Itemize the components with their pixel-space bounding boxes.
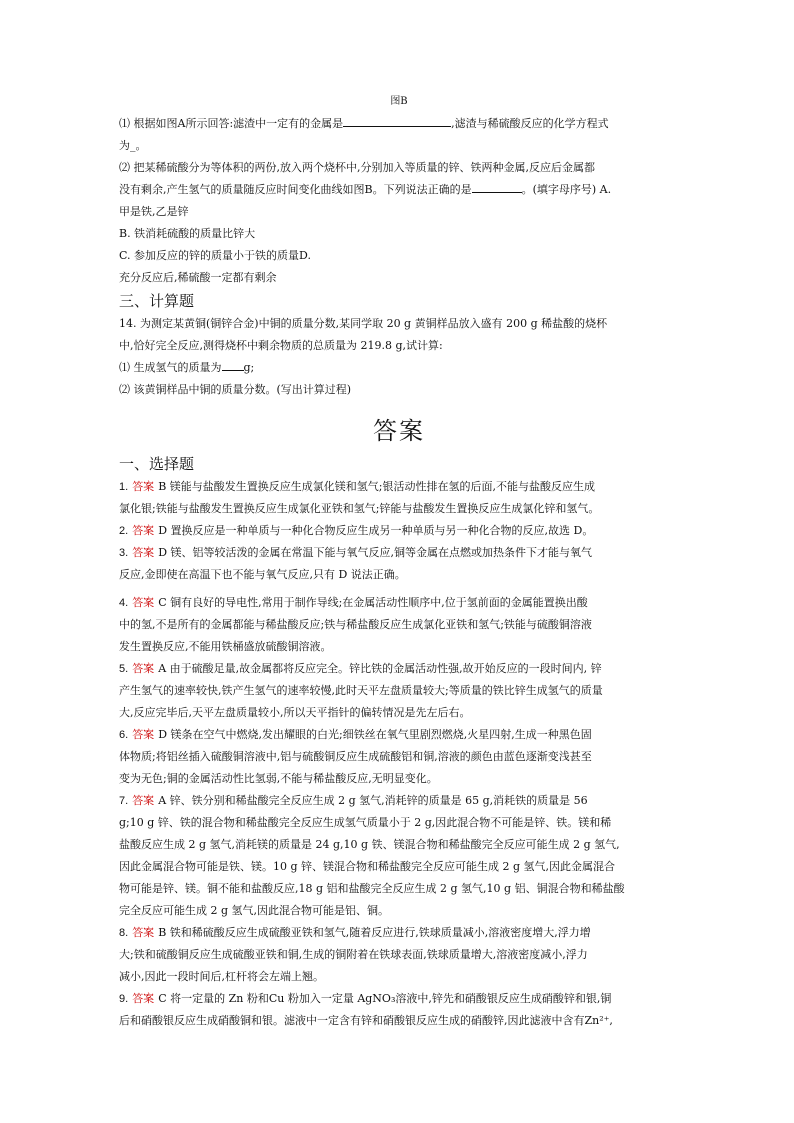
answer-text: C 将一定量的 Zn 粉和Cu 粉加入一定量 AgNO₃溶液中,锌先和硝酸银反应生成硝酸锌和银,铜 <box>158 992 612 1005</box>
answer-tag: 答案 <box>132 794 155 807</box>
answer-text: B 铁和稀硫酸反应生成硫酸亚铁和氢气,随着反应进行,铁球质量减小,溶液密度增大,浮力增 <box>158 926 591 939</box>
answer-line: 发生置换反应,不能用铁桶盛放硫酸铜溶液。 <box>119 640 332 653</box>
answer-line: 中的氢,不是所有的金属都能与稀盐酸反应;铁与稀盐酸反应生成氯化亚铁和氢气;铁能与硫酸铜溶液 <box>119 618 592 631</box>
answer-line <box>119 922 679 944</box>
answer-number: 7. <box>119 795 129 807</box>
answer-line: 物可能是锌、镁。铜不能和盐酸反应,18 g 铝和盐酸完全反应生成 2 g 氢气,10 g 铝、铜混合物和稀盐酸 <box>119 882 625 895</box>
answer-item <box>119 724 679 790</box>
answer-item <box>119 922 679 988</box>
q14-sub1-unit: g; <box>243 361 255 374</box>
answer-line: 产生氢气的速率较快,铁产生氢气的速率较慢,此时天平左盘质量较大;等质量的铁比锌生成氢气的质量 <box>119 684 603 697</box>
answer-line: 盐酸反应生成 2 g 氢气,消耗镁的质量是 24 g,10 g 铁、镁混合物和稀盐酸完全反应可能生成 2 g 氢气, <box>119 838 620 851</box>
q14-line1: 14. 为测定某黄铜(铜锌合金)中铜的质量分数,某同学取 20 g 黄铜样品放入盛有 200 g 稀盐酸的烧杯 <box>119 317 608 330</box>
answer-number: 1. <box>119 481 129 493</box>
answer-line <box>119 476 679 498</box>
section-title-calculation: 三、计算题 <box>119 292 195 310</box>
q13-option-c: C. 参加反应的锌的质量小于铁的质量D. <box>119 249 311 262</box>
answer-item <box>119 520 679 542</box>
q13-option-b: B. 铁消耗硫酸的质量比锌大 <box>119 227 256 240</box>
answer-line: g;10 g 锌、铁的混合物和稀盐酸完全反应生成氢气质量小于 2 g,因此混合物不可能是锌、铁。镁和稀 <box>119 816 612 829</box>
answer-tag: 答案 <box>132 728 155 741</box>
answer-number: 3. <box>119 547 129 559</box>
answer-heading: 答案 <box>373 417 425 445</box>
answer-text: D 置换反应是一种单质与一种化合物反应生成另一种单质与另一种化合物的反应,故选 D。 <box>158 524 594 537</box>
answer-blank[interactable] <box>472 180 522 193</box>
q13-part1-line2: 为_。 <box>119 139 147 152</box>
answer-line <box>119 988 679 1010</box>
answer-line <box>119 592 679 614</box>
answer-number: 4. <box>119 597 129 609</box>
answer-blank[interactable] <box>343 114 451 127</box>
q13-part2-line2 <box>119 179 679 201</box>
answer-number: 2. <box>119 525 129 537</box>
answer-text: D 镁条在空气中燃烧,发出耀眼的白光;细铁丝在氧气里剧烈燃烧,火星四射,生成一种黑色固 <box>158 728 592 741</box>
answer-number: 6. <box>119 729 129 741</box>
answer-text: A 锌、铁分别和稀盐酸完全反应生成 2 g 氢气,消耗锌的质量是 65 g,消耗铁的质量是 56 <box>158 794 588 807</box>
answer-blank[interactable] <box>222 358 244 371</box>
q13-part2-text-end: 。(填字母序号) A. <box>521 183 612 196</box>
answer-item <box>119 592 679 658</box>
answer-line: 后和硝酸银反应生成硝酸铜和银。滤液中一定含有锌和硝酸银反应生成的硝酸锌,因此滤液中含有Zn²⁺, <box>119 1014 613 1027</box>
document-page <box>119 92 679 1032</box>
answer-item <box>119 790 679 922</box>
q14-sub2: ⑵ 该黄铜样品中铜的质量分数。(写出计算过程) <box>119 383 352 396</box>
answer-tag: 答案 <box>132 524 155 537</box>
answer-line: 大,反应完毕后,天平左盘质量较小,所以天平指针的偏转情况是先左后右。 <box>119 706 471 719</box>
section-title-choice: 一、选择题 <box>119 455 195 473</box>
answer-text: C 铜有良好的导电性,常用于制作导线;在金属活动性顺序中,位于氢前面的金属能置换出酸 <box>158 596 588 609</box>
answer-line: 反应,金即使在高温下也不能与氧气反应,只有 D 说法正确。 <box>119 568 406 581</box>
answer-tag: 答案 <box>132 992 155 1005</box>
answer-line <box>119 542 679 564</box>
answer-line <box>119 658 679 680</box>
q14-sub1-text: ⑴ 生成氢气的质量为 <box>119 361 222 374</box>
answer-number: 8. <box>119 927 129 939</box>
answer-item <box>119 988 679 1032</box>
q13-option-a: 甲是铁,乙是锌 <box>119 205 189 218</box>
answer-tag: 答案 <box>132 546 155 559</box>
q14-sub1 <box>119 357 679 379</box>
answer-line: 氯化银;铁能与盐酸发生置换反应生成氯化亚铁和氢气;锌能与盐酸发生置换反应生成氯化锌和氢气。 <box>119 502 600 515</box>
answer-line: 因此金属混合物可能是铁、镁。10 g 锌、镁混合物和稀盐酸完全反应可能生成 2 g 氢气,因此金属混合 <box>119 860 616 873</box>
answer-line: 完全反应可能生成 2 g 氢气,因此混合物可能是铝、铜。 <box>119 904 390 917</box>
q13-part1-text-end: ,滤渣与稀硫酸反应的化学方程式 <box>451 117 609 130</box>
q13-option-d: 充分反应后,稀硫酸一定都有剩余 <box>119 271 277 284</box>
q13-part2-text: 没有剩余,产生氢气的质量随反应时间变化曲线如图B。下列说法正确的是 <box>119 183 472 196</box>
answer-line: 减小,因此一段时间后,杠杆将会左端上翘。 <box>119 970 324 983</box>
answer-item <box>119 542 679 586</box>
answer-line <box>119 790 679 812</box>
answer-tag: 答案 <box>132 926 155 939</box>
answer-line: 大;铁和硫酸铜反应生成硫酸亚铁和铜,生成的铜附着在铁球表面,铁球质量增大,溶液密度减小,浮力 <box>119 948 588 961</box>
answer-tag: 答案 <box>132 662 155 675</box>
answer-text: A 由于硫酸足量,故金属都将反应完全。锌比铁的金属活动性强,故开始反应的一段时间内, 锌 <box>158 662 602 675</box>
answer-item <box>119 476 679 520</box>
answer-line: 体物质;将铝丝插入硫酸铜溶液中,铝与硫酸铜反应生成硫酸铝和铜,溶液的颜色由蓝色逐渐变浅甚至 <box>119 750 592 763</box>
answer-number: 9. <box>119 993 129 1005</box>
answer-tag: 答案 <box>132 596 155 609</box>
q13-part1 <box>119 113 679 135</box>
answer-line <box>119 520 679 542</box>
q13-part2-line1: ⑵ 把某稀硫酸分为等体积的两份,放入两个烧杯中,分别加入等质量的锌、铁两种金属,反应后金属都 <box>119 161 595 174</box>
answer-text: B 镁能与盐酸发生置换反应生成氯化镁和氢气;银活动性排在氢的后面,不能与盐酸反应生成 <box>158 480 595 493</box>
answer-number: 5. <box>119 663 129 675</box>
figure-caption: 图B <box>390 96 408 107</box>
answer-list <box>119 476 679 1032</box>
q14-line2: 中,恰好完全反应,测得烧杯中剩余物质的总质量为 219.8 g,试计算: <box>119 339 443 352</box>
answer-item <box>119 658 679 724</box>
answer-tag: 答案 <box>132 480 155 493</box>
answer-line <box>119 724 679 746</box>
q13-part1-text: ⑴ 根据如图A所示回答:滤渣中一定有的金属是 <box>119 117 344 130</box>
answer-text: D 镁、铝等较活泼的金属在常温下能与氧气反应,铜等金属在点燃或加热条件下才能与氧气 <box>158 546 592 559</box>
answer-line: 变为无色;铜的金属活动性比氢弱,不能与稀盐酸反应,无明显变化。 <box>119 772 438 785</box>
